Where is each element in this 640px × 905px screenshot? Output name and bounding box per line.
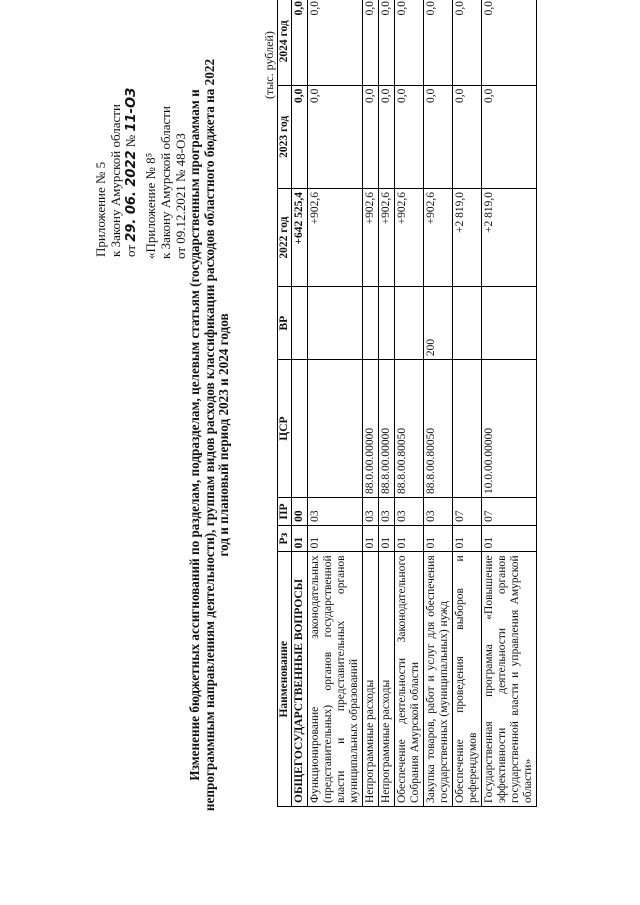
cell-rz: 01 <box>308 525 363 552</box>
cell-2024: 0,0 <box>424 0 453 85</box>
cell-rz: 01 <box>453 525 482 552</box>
table-row <box>453 0 482 807</box>
cell-2023: 0,0 <box>292 85 308 188</box>
cell-csr: 88.8.00.80050 <box>395 360 424 498</box>
cell-2022: +642 525,4 <box>292 189 308 287</box>
budget-table <box>277 0 537 807</box>
table-body <box>292 0 537 807</box>
cell-2023: 0,0 <box>424 85 453 188</box>
cell-csr: 88.8.00.80050 <box>424 360 453 498</box>
table-row <box>424 0 453 807</box>
cell-2023: 0,0 <box>395 85 424 188</box>
cell-name: Непрограммные расходы <box>379 552 395 807</box>
cell-2022: +902,6 <box>424 189 453 287</box>
cell-csr <box>292 360 308 498</box>
cell-2022: +902,6 <box>395 189 424 287</box>
handwritten-law-number: 11-ОЗ <box>124 87 139 132</box>
unit-label: (тыс. рублей) <box>262 31 276 99</box>
appendix-date-line <box>123 17 139 257</box>
cell-2024: 0,0 <box>308 0 363 85</box>
cell-2022: +902,6 <box>379 189 395 287</box>
cell-2024: 0,0 <box>379 0 395 85</box>
document-title: Изменение бюджетных ассигнований по разделам, подразделам, целевым статьям (государственным программам и непрограммным направлениям деятельности), группам видов расходов классификации расходов областного бюджета на 2022 год и плановый период 2023 и 2024 годов <box>187 58 231 812</box>
table-row <box>363 0 379 807</box>
cell-pr: 03 <box>308 498 363 526</box>
header-2024: 2024 год <box>278 0 292 85</box>
cell-vr <box>308 287 363 360</box>
cell-csr: 88.0.00.00000 <box>363 360 379 498</box>
cell-2024: 0,0 <box>363 0 379 85</box>
cell-rz: 01 <box>395 525 424 552</box>
cell-2023: 0,0 <box>453 85 482 188</box>
table-row <box>292 0 308 807</box>
cell-vr <box>482 287 537 360</box>
cell-vr <box>363 287 379 360</box>
cell-2022: +2 819,0 <box>482 189 537 287</box>
header-rz: Рз <box>278 525 292 552</box>
header-name: Наименование <box>278 552 292 807</box>
cell-pr: 03 <box>395 498 424 526</box>
cell-rz: 01 <box>379 525 395 552</box>
cell-name: Обеспечение проведения выборов и референдумов <box>453 552 482 807</box>
appendix-number-sign: № <box>123 134 138 148</box>
cell-vr <box>379 287 395 360</box>
header-2022: 2022 год <box>278 189 292 287</box>
table-row <box>395 0 424 807</box>
cell-rz: 01 <box>482 525 537 552</box>
appendix-law-ref: к Закону Амурской области <box>108 104 123 257</box>
table-header-row <box>278 0 292 807</box>
cell-pr: 07 <box>482 498 537 526</box>
appendix-date-prefix: от <box>123 244 138 257</box>
cell-csr: 88.8.00.00000 <box>379 360 395 498</box>
amended-appendix-law-ref: к Закону Амурской области <box>158 106 173 259</box>
cell-pr: 07 <box>453 498 482 526</box>
cell-name: Обеспечение деятельности Законодательного Собрания Амурской области <box>395 552 424 807</box>
cell-2023: 0,0 <box>363 85 379 188</box>
cell-2023: 0,0 <box>308 85 363 188</box>
cell-2024: 0,0 <box>453 0 482 85</box>
cell-2022: +2 819,0 <box>453 189 482 287</box>
cell-vr <box>395 287 424 360</box>
cell-name: Непрограммные расходы <box>363 552 379 807</box>
table-row <box>482 0 537 807</box>
cell-rz: 01 <box>292 525 308 552</box>
cell-rz: 01 <box>424 525 453 552</box>
cell-2022: +902,6 <box>363 189 379 287</box>
cell-2023: 0,0 <box>379 85 395 188</box>
header-csr: ЦСР <box>278 360 292 498</box>
cell-csr <box>453 360 482 498</box>
cell-name: ОБЩЕГОСУДАРСТВЕННЫЕ ВОПРОСЫ <box>292 552 308 807</box>
cell-vr: 200 <box>424 287 453 360</box>
cell-csr <box>308 360 363 498</box>
cell-2023: 0,0 <box>482 85 537 188</box>
appendix-header <box>93 17 139 257</box>
cell-rz: 01 <box>363 525 379 552</box>
amended-appendix-date: от 09.12.2021 № 48-ОЗ <box>173 133 188 259</box>
cell-vr <box>453 287 482 360</box>
amended-appendix-number: «Приложение № 8⁵ <box>143 152 158 259</box>
amended-appendix-header <box>143 19 188 259</box>
appendix-number: Приложение № 5 <box>93 161 108 257</box>
cell-2024: 0,0 <box>482 0 537 85</box>
cell-pr: 00 <box>292 498 308 526</box>
header-2023: 2023 год <box>278 85 292 188</box>
handwritten-date: 29. 06. 2022 <box>124 150 139 242</box>
table-row <box>379 0 395 807</box>
cell-pr: 03 <box>363 498 379 526</box>
cell-pr: 03 <box>424 498 453 526</box>
cell-2022: +902,6 <box>308 189 363 287</box>
cell-csr: 10.0.00.00000 <box>482 360 537 498</box>
header-pr: ПР <box>278 498 292 526</box>
cell-pr: 03 <box>379 498 395 526</box>
header-vr: ВР <box>278 287 292 360</box>
cell-name: Государственная программа «Повышение эффективности деятельности органов государственной власти и управления Амурской области» <box>482 552 537 807</box>
cell-name: Функционирование законодательных (представительных) органов государственной власти и представительных органов муниципальных образований <box>308 552 363 807</box>
cell-vr <box>292 287 308 360</box>
cell-2024: 0,0 <box>292 0 308 85</box>
table-row <box>308 0 363 807</box>
cell-name: Закупка товаров, работ и услуг для обеспечения государственных (муниципальных) нужд <box>424 552 453 807</box>
cell-2024: 0,0 <box>395 0 424 85</box>
